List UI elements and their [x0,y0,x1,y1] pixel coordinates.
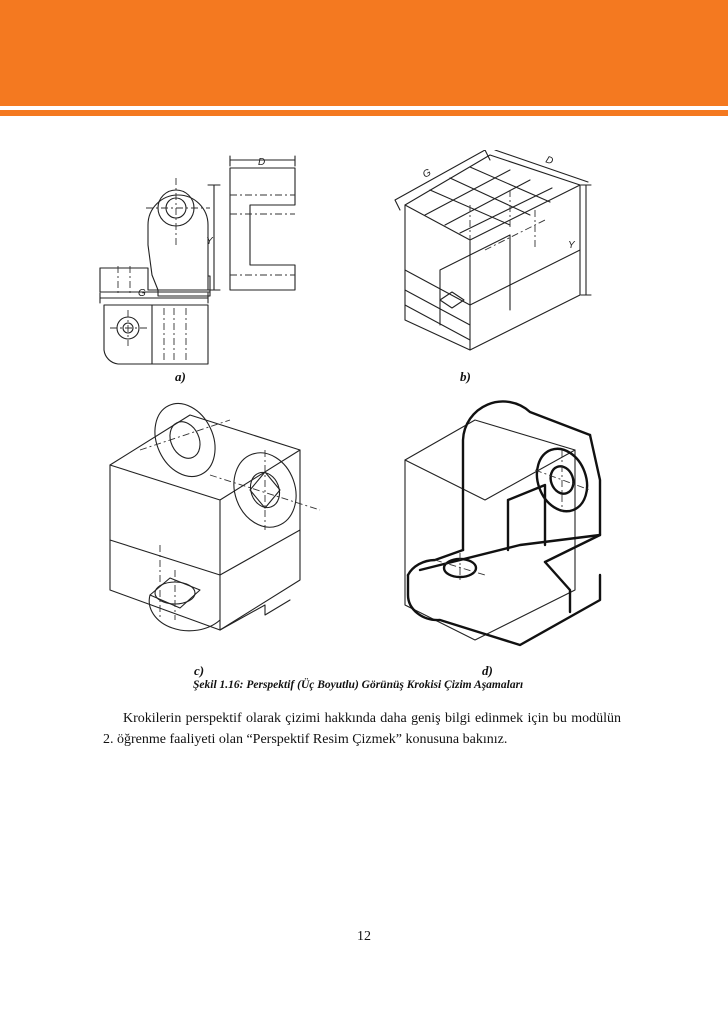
sketch-figure [90,150,650,680]
sub-label-a: a) [175,369,186,384]
sketch-drawings [90,150,650,680]
dim-label-d: D [258,157,266,168]
dim-label-y-b: Y [568,240,575,251]
sketch-a-orthographic [100,156,295,364]
page-number: 12 [357,929,371,944]
sub-label-b: b) [460,369,471,384]
dim-label-d-b: D [543,154,555,168]
sketch-c-curves [110,394,320,631]
sketch-d-final [405,401,600,645]
body-paragraph: Krokilerin perspektif olarak çizimi hakkında daha geniş bilgi edinmek için bu modülün 2. öğrenme faaliyeti olan “Perspektif Resim Çizmek” konusuna bakınız. [103,711,621,747]
header-band [0,0,728,106]
dim-label-g: G [138,288,146,299]
dim-label-g-b: G [421,167,434,181]
sub-label-d: d) [482,663,493,678]
sub-label-c: c) [194,663,205,678]
figure-caption: Şekil 1.16: Perspektif (Üç Boyutlu) Görünüş Krokisi Çizim Aşamaları [193,679,524,691]
dim-label-y: Y [206,236,213,247]
sketch-b-box-construction [395,150,591,350]
header-rule [0,110,728,116]
